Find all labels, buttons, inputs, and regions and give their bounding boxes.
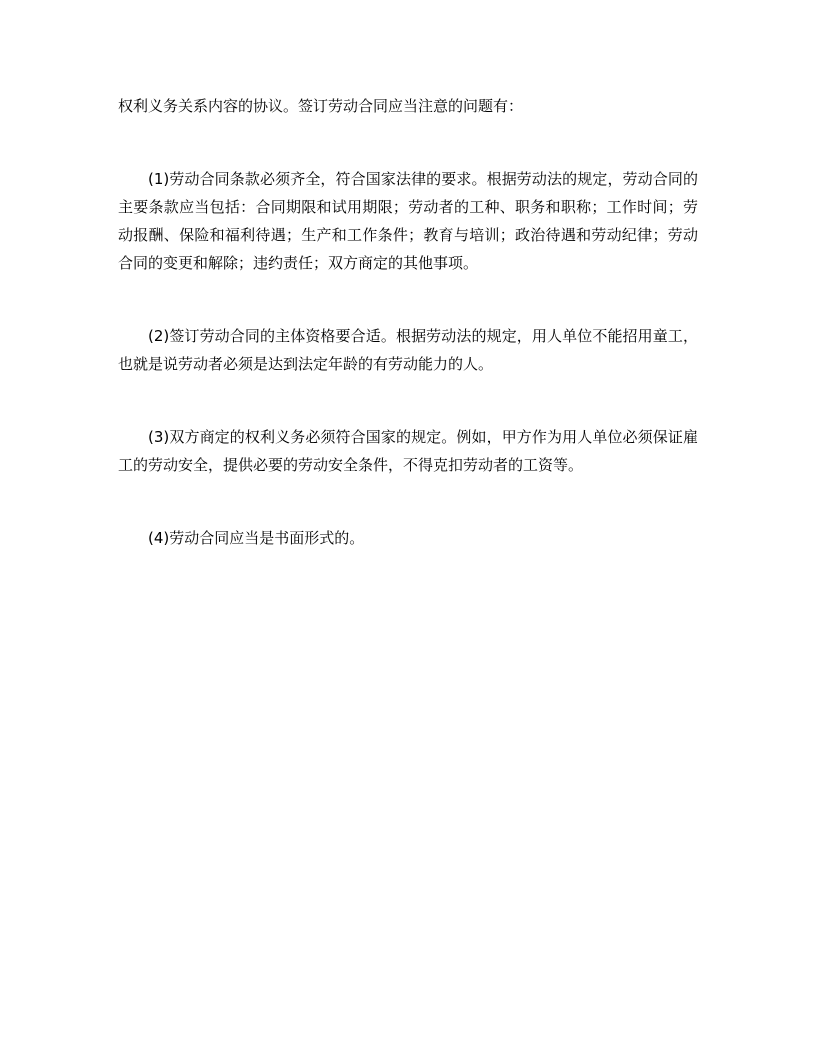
paragraph-item-4: (4)劳动合同应当是书面形式的。 [148, 529, 365, 547]
document-body [118, 92, 698, 552]
paragraph-item-3: (3)双方商定的权利义务必须符合国家的规定。例如，甲方作为用人单位必须保证雇工的劳动安全，提供必要的劳动安全条件，不得克扣劳动者的工资等。 [118, 428, 698, 474]
paragraph-item-1: (1)劳动合同条款必须齐全，符合国家法律的要求。根据劳动法的规定，劳动合同的主要条款应当包括：合同期限和试用期限；劳动者的工种、职务和职称；工作时间；劳动报酬、保险和福利待遇；生产和工作条件；教育与培训；政治待遇和劳动纪律；劳动合同的变更和解除；违约责任；双方商定的其他事项。 [118, 170, 698, 272]
paragraph-item-2: (2)签订劳动合同的主体资格要合适。根据劳动法的规定，用人单位不能招用童工，也就是说劳动者必须是达到法定年龄的有劳动能力的人。 [118, 327, 698, 373]
paragraph-intro: 权利义务关系内容的协议。签订劳动合同应当注意的问题有： [118, 97, 524, 115]
